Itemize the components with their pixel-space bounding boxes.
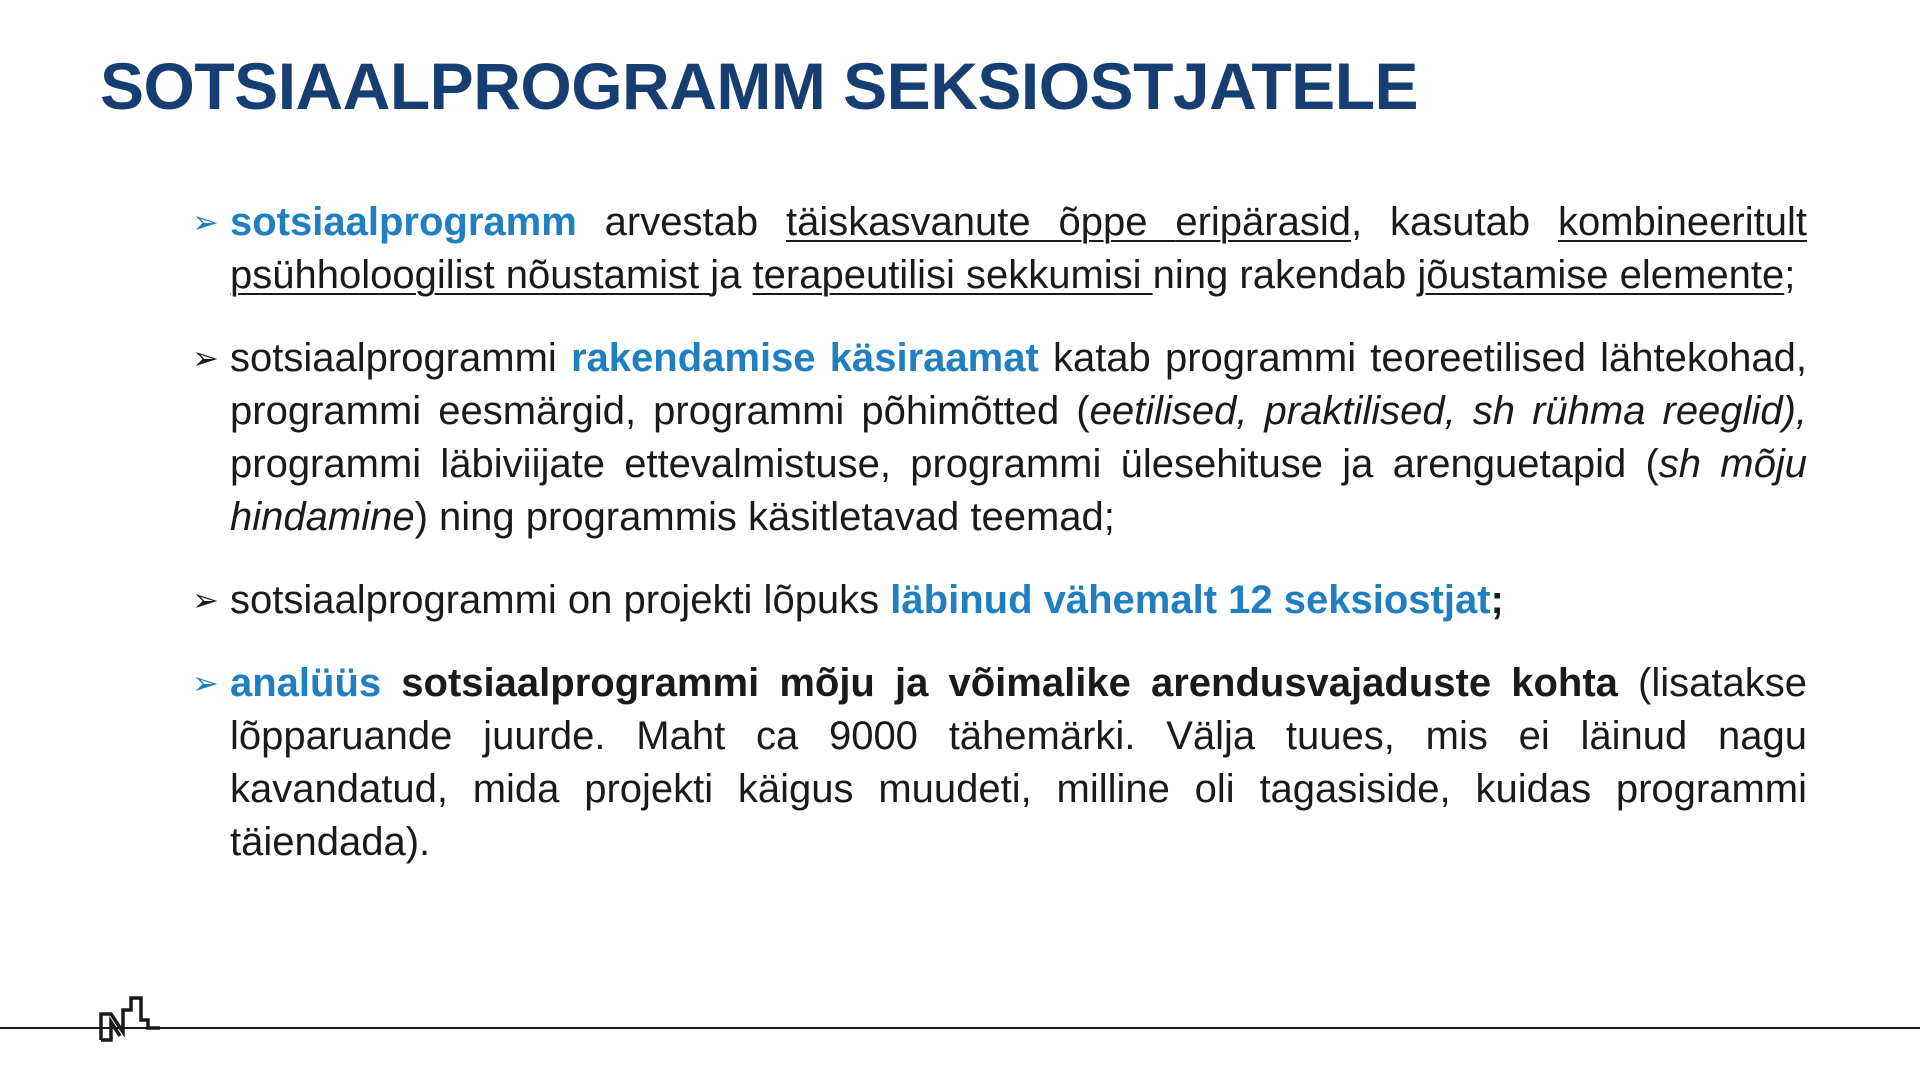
bullet-text <box>230 200 1807 297</box>
text-segment: kombineeritult psühholoogilist nõustamist <box>230 200 1807 297</box>
footer-divider <box>0 1027 1920 1029</box>
bullet-item <box>192 196 1807 302</box>
bullet-text <box>230 661 1807 864</box>
text-segment: täiskasvanute <box>785 200 1059 244</box>
text-segment: katab programmi teoreetilised lähtekohad, programmi eesmärgid, programmi põhimõtted ( <box>230 336 1807 433</box>
bullet-text <box>230 578 1504 622</box>
city-skyline-logo-icon <box>98 990 162 1042</box>
text-segment: ja <box>710 253 753 297</box>
text-segment: arvestab <box>576 200 786 244</box>
text-segment: sotsiaalprogrammi <box>230 336 571 380</box>
text-segment: sotsiaalprogramm <box>230 200 577 244</box>
text-segment: jõustamise elemente <box>1417 253 1785 297</box>
text-segment: sh mõju hindamine <box>230 442 1808 539</box>
text-segment: , kasutab <box>1351 200 1558 244</box>
text-segment: ) ning programmis käsitletavad teemad; <box>414 495 1115 539</box>
arrow-bullet-icon: ➢ <box>192 339 219 377</box>
arrow-bullet-icon: ➢ <box>192 203 219 241</box>
text-segment: sotsiaalprogrammi mõju ja võimalike arendusvajaduste kohta <box>381 661 1618 705</box>
bullet-text <box>230 336 1807 539</box>
bullet-list <box>192 196 1807 899</box>
text-segment: terapeutilisi sekkumisi <box>752 253 1153 297</box>
text-segment: eripärasid <box>1175 200 1351 244</box>
slide-title: SOTSIAALPROGRAMM SEKSIOSTJATELE <box>100 49 1419 123</box>
text-segment: (lisatakse lõpparuande juurde. Maht ca 9000 tähemärki. Välja tuues, mis ei läinud nagu kavandatud, mida projekti käigus muudeti, milline oli tagasiside, kuidas programmi täiendada). <box>230 661 1808 864</box>
text-segment: ; <box>1490 578 1504 622</box>
text-segment: analüüs <box>230 661 382 705</box>
text-segment: õppe <box>1058 200 1176 244</box>
text-segment: rakendamise käsiraamat <box>570 336 1039 380</box>
text-segment: sotsiaalprogrammi on projekti lõpuks <box>230 578 891 622</box>
arrow-bullet-icon: ➢ <box>192 581 219 619</box>
text-segment: läbinud vähemalt 12 seksiostjat <box>890 578 1491 622</box>
text-segment: eetilised, praktilised, sh rühma reeglid), <box>1089 389 1808 433</box>
bullet-item <box>192 657 1807 869</box>
text-segment: ning rakendab <box>1152 253 1418 297</box>
text-segment: ; <box>1784 253 1796 297</box>
arrow-bullet-icon: ➢ <box>192 664 219 702</box>
bullet-item <box>192 574 1807 627</box>
bullet-item <box>192 332 1807 544</box>
text-segment: programmi läbiviijate ettevalmistuse, programmi ülesehituse ja arenguetapid ( <box>230 442 1659 486</box>
